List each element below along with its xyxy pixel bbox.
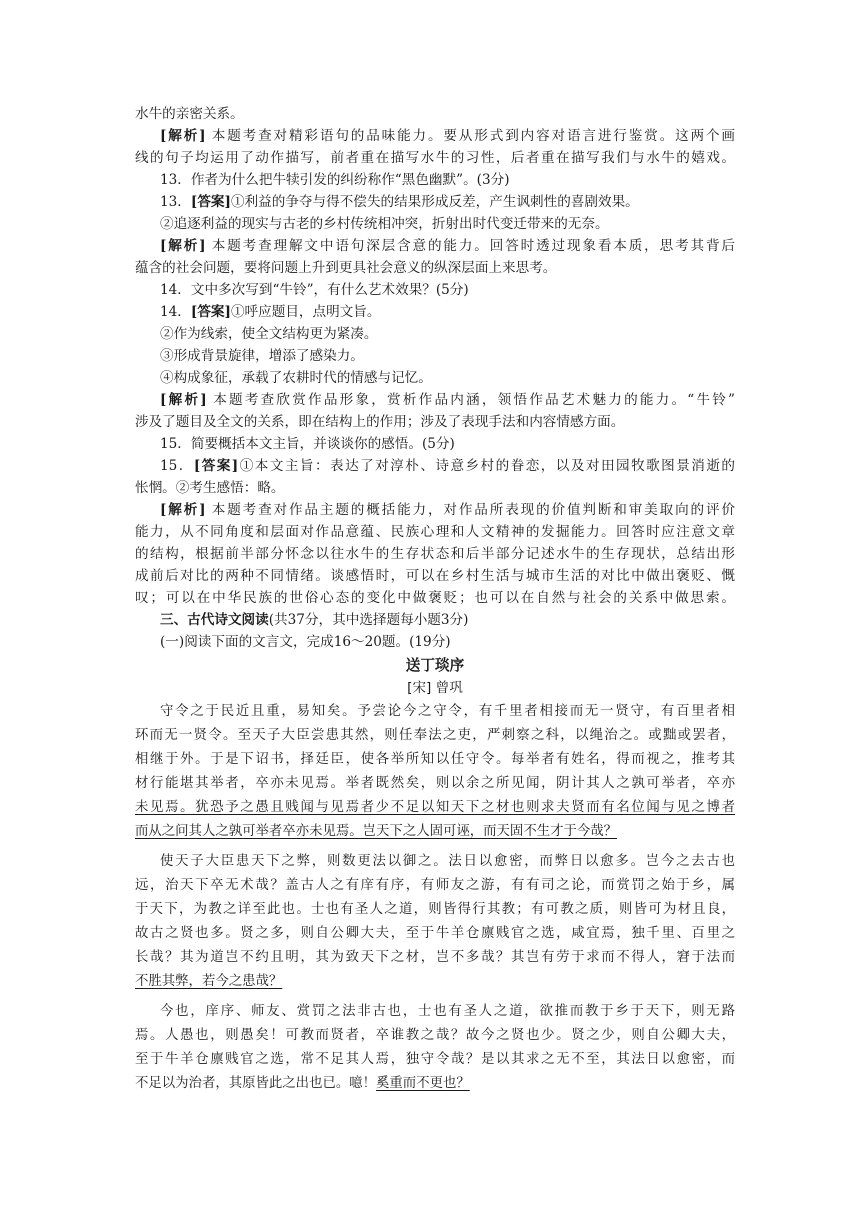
question-13: 13．作者为什么把牛犊引发的纠纷称作“黑色幽默”。(3分) xyxy=(160,172,510,188)
answer-14: 14．[答案]①呼应题目，点明文旨。 xyxy=(160,304,381,320)
text-line: ②作为线索，使全文结构更为紧凑。 xyxy=(160,326,378,342)
essay-line: 环而无一贤令。至天子大臣尝患其然，则任奉法之吏，严刺察之科，以绳治之。或黜或罢者， xyxy=(135,728,735,743)
essay-line: 守令之于民近且重，易知矣。予尝论今之守令，有千里者相接而无一贤守，有百里者相 xyxy=(160,704,735,719)
text-line: 的结构，根据前半部分怀念以往水牛的生存状态和后半部分记述水牛的生存现状，总结出形 xyxy=(135,546,735,562)
text-line: ③形成背景旋律，增添了感染力。 xyxy=(160,348,364,364)
essay-line: 长哉？其为道岂不约且明，其为致天下之材，岂不多哉？其岂有劳于求而不得人，窘于法而 xyxy=(135,950,735,965)
text-line: ④构成象征，承载了农耕时代的情感与记忆。 xyxy=(160,370,432,386)
analysis-line: [解析] 本题考查对精彩语句的品味能力。要从形式到内容对语言进行鉴赏。这两个画 xyxy=(160,128,735,144)
question-14: 14．文中多次写到“牛铃”，有什么艺术效果？(5分) xyxy=(160,282,469,298)
question-15: 15．简要概括本文主旨，并谈谈你的感悟。(5分) xyxy=(160,436,455,452)
instruction-line: (一)阅读下面的文言文，完成16～20题。(19分) xyxy=(160,634,451,650)
essay-line: 于天下，为教之详至此也。士也有圣人之道，则皆得行其教；有可教之质，则皆可为材且良， xyxy=(135,902,735,917)
text-line: 成前后对比的两种不同情绪。谈感悟时，可以在乡村生活与城市生活的对比中做出褒贬、慨 xyxy=(135,568,735,584)
essay-line: 远，治天下卒无术哉？盖古人之有庠有序，有师友之游，有有司之论，而赏罚之始于乡，属 xyxy=(135,878,735,893)
essay-line: 故古之贤也多。贤之多，则自公卿大夫，至于牛羊仓廪贱官之选，咸宜焉，独千里、百里之 xyxy=(135,926,735,941)
text-line: 水牛的亲密关系。 xyxy=(135,106,244,122)
essay-line: 使天子大臣患天下之弊，则数更法以御之。法日以愈密，而弊日以愈多。岂今之去古也 xyxy=(160,854,735,869)
analysis-line: [解析] 本题考查对作品主题的概括能力，对作品所表现的价值判断和审美取向的评价 xyxy=(160,502,735,518)
essay-line: 而从之问其人之孰可举者卒亦未见焉。岂天下之人固可诬，而天固不生才于今哉？ xyxy=(135,824,618,839)
answer-13: 13．[答案]①利益的争夺与得不偿失的结果形成反差，产生讽刺性的喜剧效果。 xyxy=(160,194,639,210)
essay-line-underlined: 未见焉。犹恐予之愚且贱闻与见焉者少不足以知天下之材也则求夫贤而有名位闻与见之博者 xyxy=(135,800,735,815)
essay-line: 相继于外。于是下诏书，择廷臣，使各举所知以任守令。每举者有姓名，得而视之，推考其 xyxy=(135,752,735,767)
analysis-line: [解析] 本题考查欣赏作品形象，赏析作品内涵，领悟作品艺术魅力的能力。“牛铃” xyxy=(160,392,735,408)
essay-author: [宋] 曾巩 xyxy=(407,680,463,696)
essay-line: 不胜其弊，若今之患哉？ xyxy=(135,974,283,989)
essay-line: 材行能堪其举者，卒亦未见焉。举者既然矣，则以余之所见闻，阴计其人之孰可举者，卒亦 xyxy=(135,776,735,791)
answer-15: 15．[答案]①本文主旨：表达了对淳朴、诗意乡村的眷恋，以及对田园牧歌图景消逝的 xyxy=(160,458,735,474)
text-line: 怅惘。②考生感悟：略。 xyxy=(135,480,285,496)
text-line: ②追逐利益的现实与古老的乡村传统相冲突，折射出时代变迁带来的无奈。 xyxy=(160,216,609,232)
essay-line: 不足以为治者，其原皆此之出也已。噫！奚重而不更也？ xyxy=(135,1076,470,1091)
analysis-line: [解析] 本题考查理解文中语句深层含意的能力。回答时透过现象看本质，思考其背后 xyxy=(160,238,735,254)
essay-line: 焉。人愚也，则愚矣！可教而贤者，卒谁教之哉？故今之贤也少。贤之少，则自公卿大夫， xyxy=(135,1028,735,1043)
essay-title: 送丁琰序 xyxy=(405,657,465,674)
essay-line: 今也，庠序、师友、赏罚之法非古也，士也有圣人之道，欲推而教于乡于天下，则无路 xyxy=(160,1004,735,1019)
text-line: 涉及了题目及全文的关系，即在结构上的作用；涉及了表现手法和内容情感方面。 xyxy=(135,414,625,430)
text-line: 蕴含的社会问题，要将问题上升到更具社会意义的纵深层面上来思考。 xyxy=(135,260,557,276)
essay-line: 至于牛羊仓廪贱官之选，常不足其人焉，独守令哉？是以其求之无不至，其法日以愈密，而 xyxy=(135,1052,735,1067)
section-heading: 三、古代诗文阅读(共37分，其中选择题每小题3分) xyxy=(160,612,469,628)
text-line: 叹；可以在中华民族的世俗心态的变化中做褒贬；也可以在自然与社会的关系中做思索。 xyxy=(135,590,735,606)
text-line: 能力，从不同角度和层面对作品意蕴、民族心理和人文精神的发掘能力。回答时应注意文章 xyxy=(135,524,735,540)
text-line: 线的句子均运用了动作描写，前者重在描写水牛的习性，后者重在描写我们与水牛的嬉戏。 xyxy=(135,150,735,166)
